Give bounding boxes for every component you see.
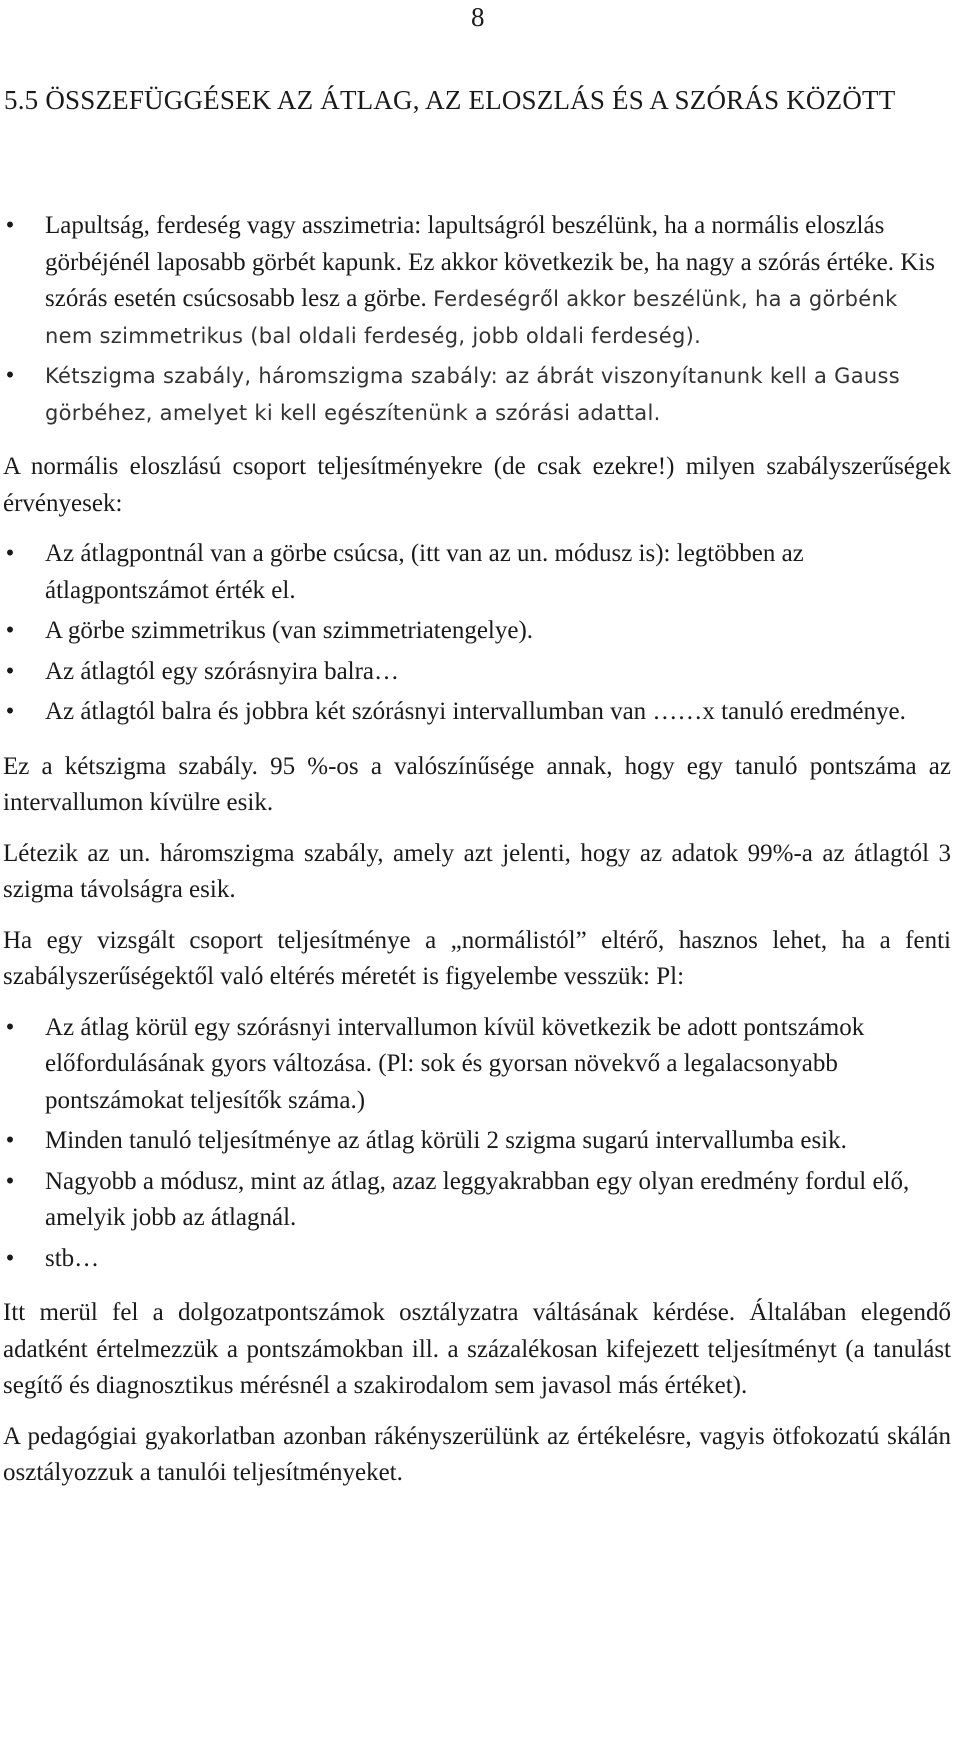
bullet-icon: • <box>5 362 15 389</box>
bullet-icon: • <box>5 1244 15 1272</box>
list-item <box>3 694 951 731</box>
list-item-text: Az átlagtól egy szórásnyira balra… <box>45 657 400 685</box>
section-heading <box>4 80 944 121</box>
paragraph: Ez a kétszigma szabály. 95 %-os a valószínűsége annak, hogy egy tanuló pontszáma az intervallumon kívülre esik. <box>3 752 951 816</box>
bullet-list-deviations <box>3 1010 951 1278</box>
paragraph: Ha egy vizsgált csoport teljesítménye a „normálistól” eltérő, hasznos lehet, ha a fenti szabályszerűségektől való eltérés méretét is figyelembe vesszük: Pl: <box>3 926 951 990</box>
bullet-list-properties <box>3 536 951 731</box>
list-item-text-sans: Ferdeségről akkor beszélünk, ha a görbénk nem szimmetrikus (bal oldali ferdeség, jobb oldali ferdeség). <box>45 287 898 348</box>
document-body <box>3 208 951 1492</box>
bullet-icon: • <box>5 698 15 725</box>
list-item <box>3 1123 951 1160</box>
bullet-icon: • <box>5 1127 15 1154</box>
bullet-icon: • <box>5 212 15 239</box>
bullet-icon: • <box>5 617 15 644</box>
section-title: ÖSSZEFÜGGÉSEK AZ ÁTLAG, AZ ELOSZLÁS ÉS A SZÓRÁS KÖZÖTT <box>45 85 896 115</box>
paragraph: A pedagógiai gyakorlatban azonban rákényszerülünk az értékelésre, vagyis ötfokozatú skálán osztályozzuk a tanulói teljesítményeket. <box>3 1422 951 1486</box>
paragraph: A normális eloszlású csoport teljesítményekre (de csak ezekre!) milyen szabályszerűségek érvényesek: <box>3 453 951 517</box>
list-item <box>3 536 951 609</box>
bullet-icon: • <box>5 1013 15 1041</box>
list-item <box>3 613 951 650</box>
list-item <box>3 1241 951 1278</box>
list-item-text: Az átlagpontnál van a görbe csúcsa, (itt van az un. módusz is): legtöbben az átlagpontszámot érték el. <box>45 540 804 604</box>
paragraph: Létezik az un. háromszigma szabály, amely azt jelenti, hogy az adatok 99%-a az átlagtól 3 szigma távolságra esik. <box>3 839 951 903</box>
list-item-text: Minden tanuló teljesítménye az átlag körüli 2 szigma sugarú intervallumba esik. <box>45 1127 847 1154</box>
bullet-icon: • <box>5 540 15 567</box>
bullet-list-shape <box>3 208 951 431</box>
paragraph: Itt merül fel a dolgozatpontszámok osztályzatra váltásának kérdése. Általában elegendő adatként értelmezzük a pontszámokban ill. a százalékosan kifejezett teljesítményt (a tanulást segítő és diagnosztikus mérésnél a szakirodalom sem javasol más értéket). <box>3 1299 951 1399</box>
list-item <box>3 1164 951 1237</box>
list-item-text: Kétszigma szabály, háromszigma szabály: az ábrát viszonyítanunk kell a Gauss görbéhez, amelyet ki kell egészítenünk a szórási adattal. <box>45 364 900 425</box>
list-item <box>3 358 951 431</box>
list-item-text: stb… <box>45 1244 100 1272</box>
list-item <box>3 1010 951 1120</box>
list-item-text: A görbe szimmetrikus (van szimmetriatengelye). <box>45 617 534 644</box>
list-item-text: Nagyobb a módusz, mint az átlag, azaz leggyakrabban egy olyan eredmény fordul elő, amelyik jobb az átlagnál. <box>45 1167 910 1231</box>
list-item <box>3 654 951 691</box>
section-number: 5.5 <box>4 85 39 115</box>
list-item-text: Az átlagtól balra és jobbra két szórásnyi intervallumban van ……x tanuló eredménye. <box>45 698 906 725</box>
bullet-icon: • <box>5 1167 15 1195</box>
list-item <box>3 208 951 354</box>
page-number: 8 <box>471 2 485 32</box>
bullet-icon: • <box>5 657 15 685</box>
list-item-text: Az átlag körül egy szórásnyi intervallumon kívül következik be adott pontszámok előfordulásának gyors változása. (Pl: sok és gyorsan növekvő a legalacsonyabb pontszámokat teljesítők száma.) <box>45 1013 865 1114</box>
list-item-text: Lapultság, ferdeség vagy asszimetria: lapultságról beszélünk, ha a normális eloszlás görbéjénél laposabb görbét kapunk. Ez akkor következik be, ha nagy a szórás értéke. Kis szórás esetén csúcsosabb lesz a görbe. <box>45 212 935 312</box>
